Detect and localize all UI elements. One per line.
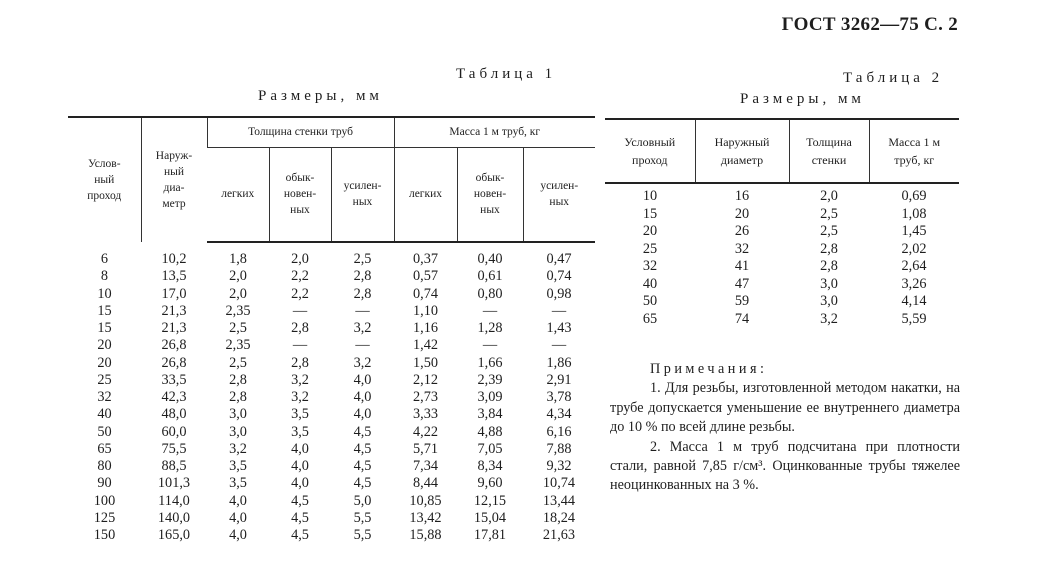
table2-cell: 20 (642, 223, 658, 239)
table1-cell: 114,0 (158, 492, 190, 509)
table1-cell: — (292, 302, 308, 319)
table1-header-wall-thickness: Толщина стенки труб (207, 117, 394, 147)
table2-cell: 40 (642, 275, 658, 292)
table1-cell: 3,5 (229, 475, 247, 492)
table1-row (68, 242, 595, 268)
table2-cell: 3,0 (820, 293, 838, 309)
table1-cell: — (551, 337, 567, 354)
table1-cell: 26,8 (161, 354, 187, 371)
table1-cell: 1,43 (546, 320, 572, 336)
table1-cell: 5,5 (353, 527, 372, 543)
table1-cell: 1,42 (412, 337, 439, 354)
table2-row (605, 258, 959, 276)
table1-cell: 48,0 (161, 406, 187, 423)
table1-cell: 101,3 (157, 475, 191, 492)
table1-row (68, 268, 595, 285)
table2-cell: 2,64 (901, 258, 927, 274)
table1-cell: 13,5 (161, 268, 187, 285)
table1-cell: 3,2 (291, 371, 309, 388)
table1-cell: 10,74 (542, 475, 576, 492)
table1-cell: 1,86 (546, 354, 572, 371)
table1-row (68, 372, 595, 389)
table1-cell: 26,8 (161, 337, 187, 354)
table1-cell: 12,15 (473, 492, 507, 509)
table1-cell: 4,5 (291, 492, 309, 509)
table1-cell: 6,16 (546, 423, 572, 440)
table1-cell: 3,09 (477, 389, 503, 405)
table2-cell: 2,0 (820, 188, 838, 204)
table1-cell: 4,0 (229, 509, 247, 526)
table1-row (68, 337, 595, 354)
table2-cell: 25 (642, 240, 658, 257)
table2-cell: 50 (642, 293, 658, 309)
table1-cell: 2,8 (353, 285, 372, 302)
table1-cell: 1,50 (412, 354, 439, 371)
table1-header-wall-light: легких (207, 147, 269, 242)
table1-header-mass: Масса 1 м труб, кг (394, 117, 595, 147)
table1-cell: 125 (93, 509, 116, 526)
table1-cell: 2,2 (291, 285, 309, 302)
table1-cell: 7,34 (412, 458, 439, 474)
table1-cell: — (292, 337, 308, 354)
table1-cell: 20 (97, 337, 112, 354)
table1-cell: 21,63 (542, 527, 576, 543)
table2-cell: 47 (734, 275, 750, 292)
table1-cell: 3,2 (353, 320, 372, 336)
table1-cell: 0,61 (477, 268, 503, 285)
table1-header-outer-diameter: Наруж- ный диа- метр (141, 117, 207, 242)
table1-cell: 21,3 (161, 320, 187, 336)
table1-row (68, 441, 595, 458)
table1-cell: 0,74 (412, 285, 439, 302)
table2-cell: 65 (642, 310, 658, 327)
table1-cell: 2,8 (291, 320, 309, 336)
table1-cell: 2,12 (412, 371, 439, 388)
table1-cell: 17,81 (473, 527, 507, 543)
page-header: ГОСТ 3262—75 С. 2 (781, 14, 958, 35)
table1-cell: 3,33 (412, 406, 439, 423)
table1-cell: 90 (97, 475, 112, 492)
table1-cell: 33,5 (161, 371, 187, 388)
notes (610, 360, 960, 496)
table2-row (605, 293, 959, 311)
table2-cell: 2,8 (820, 240, 838, 257)
table1-cell: 4,0 (229, 492, 247, 509)
table1-cell: 2,35 (225, 337, 251, 354)
table2-cell: 16 (734, 188, 750, 204)
table1-cell: 40 (97, 406, 112, 423)
table2-label: Таблица 2 (843, 70, 944, 86)
table1-cell: 8,34 (477, 458, 503, 474)
table1-cell: 4,0 (291, 458, 309, 474)
table1-cell: 3,2 (291, 389, 309, 405)
table1-cell: 4,5 (291, 509, 309, 526)
table1-cell: 2,8 (353, 268, 372, 285)
table1-cell: 7,05 (477, 440, 503, 457)
table1-cell: 2,73 (412, 389, 439, 405)
table1-cell: 7,88 (546, 440, 572, 457)
table1-cell: 3,5 (291, 406, 309, 423)
table1-cell: 65 (97, 440, 112, 457)
table1-cell: 75,5 (161, 440, 187, 457)
table1-cell: 42,3 (161, 389, 187, 405)
table1-row (68, 286, 595, 303)
table1-cell: 4,34 (546, 406, 572, 423)
table1-cell: — (482, 337, 498, 354)
table2-cell: 32 (734, 240, 750, 257)
table1-cell: 6 (100, 250, 109, 267)
table1-cell: 0,57 (412, 268, 439, 285)
table1-cell: 8,44 (412, 475, 439, 492)
table2-header-mass: Масса 1 м труб, кг (869, 119, 959, 183)
table1-row (68, 424, 595, 441)
table1-cell: 4,0 (291, 440, 309, 457)
table2-cell: 0,69 (901, 188, 927, 204)
table1-body (68, 242, 595, 544)
table2-header-wall-thickness: Толщина стенки (789, 119, 869, 183)
table1-cell: 2,0 (229, 268, 247, 285)
table1-cell: 20 (97, 354, 112, 371)
table2-cell: 2,5 (820, 205, 838, 222)
table1-cell: 10 (97, 285, 112, 302)
table1-cell: 3,84 (477, 406, 503, 423)
table1-cell: 9,60 (477, 475, 503, 492)
table1-cell: 0,80 (477, 285, 503, 302)
table1-cell: 2,0 (229, 285, 247, 302)
table1-cell: 3,0 (229, 406, 247, 423)
table1-cell: 2,91 (546, 371, 572, 388)
table1-cell: 4,5 (353, 475, 372, 492)
table1-cell: 15,88 (409, 527, 442, 543)
table2-cell: 5,59 (901, 310, 927, 327)
table1-cell: 60,0 (161, 423, 187, 440)
table1-cell: 165,0 (157, 527, 191, 543)
table2-cell: 20 (734, 205, 750, 222)
table1-cell: 3,2 (229, 440, 247, 457)
table1-cell: 2,5 (229, 320, 247, 336)
table1-cell: 9,32 (546, 458, 572, 474)
table1-cell: 15,04 (473, 509, 507, 526)
table1-cell: 2,5 (353, 251, 372, 267)
table2-cell: 15 (642, 205, 658, 222)
table1-row (68, 493, 595, 510)
table1-row (68, 475, 595, 492)
table1-cell: 0,37 (412, 251, 439, 267)
table1-cell: 3,78 (546, 389, 572, 405)
table1-cell: 3,5 (291, 423, 309, 440)
table1-row (68, 458, 595, 475)
table1-cell: 3,0 (229, 423, 247, 440)
table1-cell: 25 (97, 371, 112, 388)
table1-row (68, 510, 595, 527)
table2-row (605, 276, 959, 294)
table2-cell: 1,45 (901, 223, 927, 239)
note-2: 2. Масса 1 м труб подсчитана при плотности стали, равной 7,85 г/см³. Оцинкованные трубы тяжелее неоцинкованных на 3 %. (610, 438, 960, 494)
table1-header-mass-light: легких (394, 147, 457, 242)
notes-title: Примечания: (650, 361, 768, 377)
table2 (605, 118, 959, 328)
table1-caption: Размеры, мм (258, 88, 383, 104)
table1-cell: 4,5 (353, 423, 372, 440)
table1-cell: 4,5 (291, 527, 309, 543)
table1-row (68, 527, 595, 544)
table1-cell: 4,0 (353, 406, 372, 423)
table1-cell: 2,35 (225, 302, 251, 319)
table1-cell: 17,0 (161, 285, 187, 302)
table2-cell: 4,14 (901, 293, 927, 309)
table1-cell: 32 (97, 389, 112, 405)
table1-row (68, 406, 595, 423)
table2-cell: 10 (642, 188, 658, 204)
table1-cell: 2,5 (229, 354, 247, 371)
table1-cell: 8 (100, 268, 109, 285)
table1-cell: 2,0 (291, 251, 309, 267)
table1-cell: — (482, 302, 498, 319)
table1-cell: 21,3 (161, 302, 187, 319)
table1-cell: 4,88 (477, 423, 503, 440)
table2-cell: 3,2 (820, 310, 838, 327)
table1-cell: 10,2 (161, 250, 187, 267)
table1-cell: 3,2 (353, 354, 372, 371)
table1-cell: 1,8 (229, 251, 247, 267)
table2-cell: 3,0 (820, 275, 838, 292)
table1-cell: 80 (97, 458, 112, 474)
table1-cell: 1,28 (477, 320, 503, 336)
table1-cell: 5,71 (412, 440, 439, 457)
table1-cell: 5,0 (353, 492, 372, 509)
table1-cell: 3,5 (229, 458, 247, 474)
table2-cell: 2,02 (901, 240, 927, 257)
table2-header-outer-diameter: Наружный диаметр (695, 119, 789, 183)
table1-header-nominal-bore: Услов- ный проход (68, 117, 141, 242)
table2-row (605, 241, 959, 259)
table1-cell: 4,0 (229, 527, 247, 543)
table2-cell: 59 (734, 293, 750, 309)
table1-cell: 4,0 (353, 371, 372, 388)
table1-cell: 2,8 (229, 389, 247, 405)
table1-cell: 4,5 (353, 458, 372, 474)
table2-row (605, 223, 959, 241)
table1-cell: 15 (97, 302, 112, 319)
table1-cell: 4,0 (353, 389, 372, 405)
table2-cell: 74 (734, 310, 750, 327)
table1-cell: 15 (97, 320, 112, 336)
table1-header-mass-ordinary: обык- новен- ных (457, 147, 523, 242)
table2-cell: 26 (734, 223, 750, 239)
table1 (68, 116, 595, 544)
table2-row (605, 183, 959, 206)
table1-cell: 0,47 (546, 251, 572, 267)
note-1: 1. Для резьбы, изготовленной методом накатки, на трубе допускается уменьшение ее внутреннего диаметра до 10 % по всей длине резьбы. (610, 380, 960, 436)
table2-caption: Размеры, мм (740, 91, 865, 107)
table1-header-mass-reinforced: усилен- ных (523, 147, 595, 242)
table1-label: Таблица 1 (456, 66, 557, 82)
table1-cell: 2,8 (229, 371, 247, 388)
table1-cell: 0,40 (477, 251, 503, 267)
table1-cell: 5,5 (353, 509, 372, 526)
table2-cell: 41 (734, 258, 750, 274)
table1-cell: 10,85 (409, 492, 442, 509)
table1-cell: 2,39 (477, 371, 503, 388)
table1-cell: 50 (97, 423, 112, 440)
table2-cell: 2,8 (820, 258, 838, 274)
table1-cell: 2,8 (291, 354, 309, 371)
table1-cell: 13,42 (409, 509, 442, 526)
table2-cell: 3,26 (901, 275, 927, 292)
table1-row (68, 303, 595, 320)
table1-cell: 0,98 (546, 285, 572, 302)
table1-cell: 13,44 (542, 492, 576, 509)
table1-cell: 150 (93, 527, 116, 543)
table1-cell: 88,5 (161, 458, 187, 474)
table1-header-wall-ordinary: обык- новен- ных (269, 147, 331, 242)
table1-cell: 2,2 (291, 268, 309, 285)
table2-cell: 2,5 (820, 223, 838, 239)
table1-row (68, 320, 595, 337)
table1-cell: 18,24 (542, 509, 576, 526)
table1-row (68, 389, 595, 406)
table1-cell: 1,16 (412, 320, 439, 336)
table1-cell: — (551, 302, 567, 319)
table2-cell: 1,08 (901, 205, 927, 222)
table1-cell: — (355, 302, 370, 319)
table1-row (68, 355, 595, 372)
table2-row (605, 311, 959, 329)
table2-header-nominal-bore: Условный проход (605, 119, 695, 183)
table2-cell: 32 (642, 258, 658, 274)
table1-cell: 0,74 (546, 268, 572, 285)
table1-cell: — (355, 337, 370, 354)
table1-cell: 100 (93, 492, 116, 509)
table2-row (605, 206, 959, 224)
table1-cell: 4,5 (353, 440, 372, 457)
table1-header-wall-reinforced: усилен- ных (331, 147, 394, 242)
table1-cell: 4,0 (291, 475, 309, 492)
table1-cell: 1,10 (412, 302, 439, 319)
table2-body (605, 183, 959, 328)
table1-cell: 1,66 (477, 354, 503, 371)
table1-cell: 4,22 (412, 423, 439, 440)
table1-cell: 140,0 (157, 509, 191, 526)
